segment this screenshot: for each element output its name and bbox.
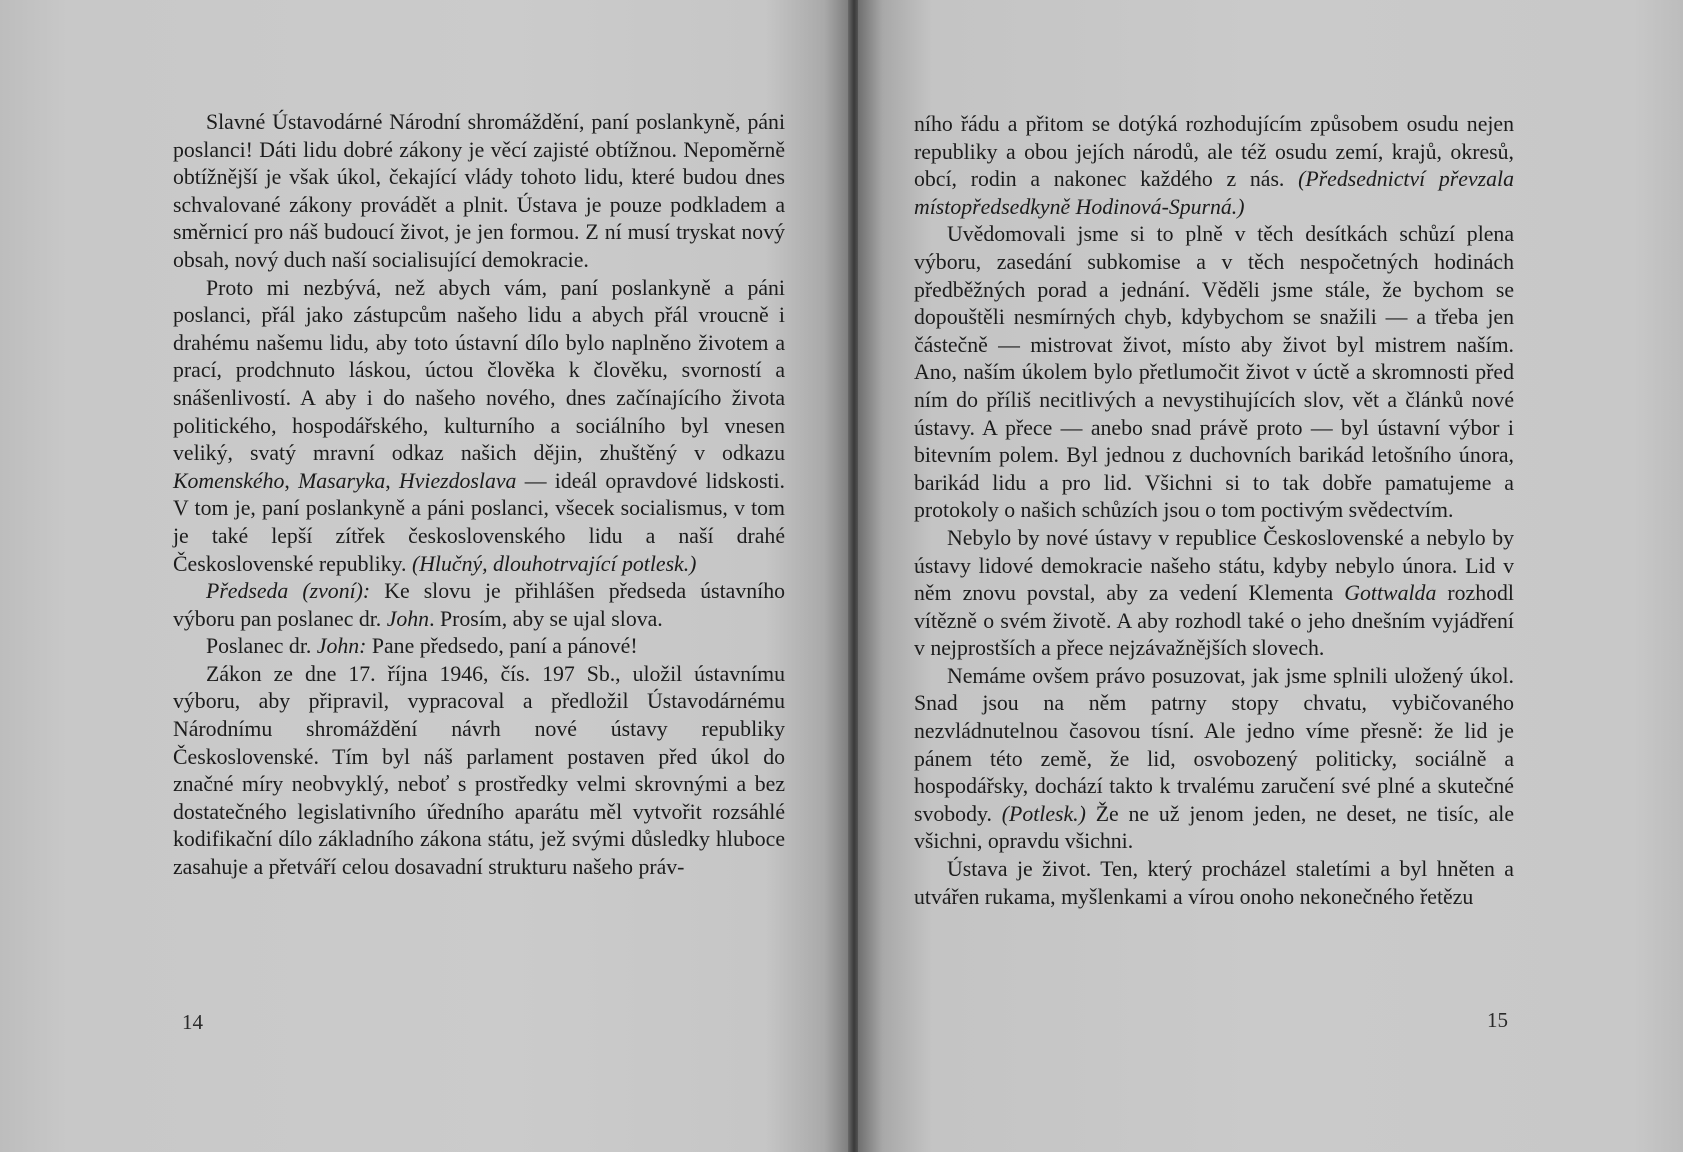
left-page-text: [173, 109, 785, 882]
paragraph: [914, 221, 1514, 525]
text-run: Uvědomovali jsme si to plně v těch desítkách schůzí plena výboru, zasedání subkomise a v těch nespočetných hodinách předběžných porad a jednání. Věděli jsme stále, že bychom se dopouštěli nesmírných chyb, kdybychom se snažili — a třeba jen částečně — mistrovat život, místo aby život byl mistrem naším. Ano, naším úkolem bylo přetlumočit život v úctě a skromnosti před ním do příliš necitlivých a nevystihujících slov, vět a článků nové ústavy. A přece — anebo snad právě proto — byl ústavní výbor i bitevním polem. Byl jednou z duchovních barikád letošního února, barikád lidu a pro lid. Všichni si to tak dobře pamatujeme a protokoly o našich schůzích jsou o tom poctivým svědectvím.: [914, 222, 1514, 523]
text-run: ,: [284, 468, 299, 493]
italic-run: (Potlesk.): [1001, 801, 1086, 826]
page-number: 14: [182, 1010, 203, 1034]
text-run: Proto mi nezbývá, než abych vám, paní poslankyně a páni poslanci, přál jako zástupcům našeho lidu a abych přál vroucně i drahému našemu lidu, aby toto ústavní dílo bylo naplněno životem a prací, prodchnuto láskou, úctou člověka k člověku, svorností a snášenlivostí. A aby i do našeho nového, dnes začínajícího života politického, hospodářského, kulturního a sociálního byl vnesen veliký, svatý mravní odkaz našich dějin, zhuštěný v odkazu: [173, 275, 785, 466]
paragraph: [173, 275, 785, 579]
text-run: Nemáme ovšem právo posuzovat, jak jsme splnili uložený úkol. Snad jsou na něm patrny stopy chvatu, vybičovaného nezvládnutelnou časovou tísní. Ale jedno víme přesně: že lid je pánem této země, že lid, osvobozený politicky, sociálně a hospodářsky, dochází takto k trvalému zaručení své plné a skutečné svobody.: [914, 663, 1514, 826]
paragraph: [173, 578, 785, 633]
text-run: rozhodl vítězně o svém životě. A aby rozhodl také o jeho dnešním vyjádření v nejprostších a přece nejzávažnějších slovech.: [914, 581, 1514, 661]
italic-run: Předseda (zvoní):: [206, 579, 371, 604]
right-page-text: [914, 111, 1514, 911]
italic-run: (Hlučný, dlouhotrvající potlesk.): [411, 551, 697, 576]
italic-run: Komenského: [173, 468, 285, 493]
text-run: ,: [385, 468, 399, 493]
italic-run: (Předsednictví převzala místopředsedkyně Hodinová-Spurná.): [914, 167, 1514, 219]
text-run: ního řádu a přitom se dotýká rozhodujícím způsobem osudu nejen republiky a obou jejích národů, ale též osudu zemí, krajů, okresů, obcí, rodin a nakonec každého z nás.: [914, 112, 1514, 192]
text-run: Slavné Ústavodárné Národní shromáždění, paní poslankyně, páni poslanci! Dáti lidu dobré zákony je věcí zajisté obtížnou. Nepoměrně obtížnější je však úkol, čekající vlády tohoto lidu, které budou dnes schvalované zákony provádět a plnit. Ústava je pouze podkladem a směrnicí pro náš budoucí život, je jen formou. Z ní musí tryskat nový obsah, nový duch naší socialisující demokracie.: [173, 110, 785, 272]
paragraph: [173, 109, 785, 275]
text-run: Ke slovu je přihlášen předseda ústavního výboru pan poslanec dr.: [173, 579, 785, 631]
paragraph: [914, 856, 1514, 911]
italic-run: Hviezdoslava: [399, 468, 517, 493]
text-run: Že ne už jenom jeden, ne deset, ne tisíc, ale všichni, opravdu všichni.: [914, 801, 1515, 854]
right-page: [858, 0, 1683, 1152]
paragraph: [914, 525, 1514, 663]
italic-run: Masaryka: [298, 468, 386, 493]
paragraph: [173, 661, 785, 882]
paragraph: [914, 663, 1514, 856]
page-number: 15: [1487, 1008, 1508, 1032]
paragraph: [914, 111, 1514, 221]
text-run: Zákon ze dne 17. října 1946, čís. 197 Sb., uložil ústavnímu výboru, aby připravil, vypracoval a předložil Ústavodárnému Národnímu shromáždění návrh nové ústavy republiky Československé. Tím byl náš parlament postaven před úkol do značné míry neobvyklý, neboť s prostředky velmi skrovnými a bez dostatečného legislativního úředního aparátu měl vytvořit rozsáhlé kodifikační dílo základního zákona státu, jež svými důsledky hluboce zasahuje a přetváří celou dosavadní strukturu našeho práv-: [173, 661, 785, 880]
text-run: . Prosím, aby se ujal slova.: [429, 606, 663, 631]
text-run: — ideál opravdové lidskosti. V tom je, paní poslankyně a páni poslanci, všecek socialismus, v tom je také lepší zítřek československého lidu a naší drahé Československé republiky.: [173, 468, 785, 576]
text-run: Poslanec dr.: [206, 634, 317, 659]
text-run: Nebylo by nové ústavy v republice Československé a nebylo by ústavy lidové demokracie našeho státu, kdyby nebylo února. Lid v něm znovu povstal, aby za vedení Klementa: [914, 525, 1514, 606]
text-run: Ústava je život. Ten, který procházel staletími a byl hněten a utvářen rukama, myšlenkami a vírou onoho nekonečného řetězu: [914, 857, 1514, 909]
italic-run: John:: [316, 634, 367, 659]
italic-run: John: [386, 606, 430, 631]
paragraph: [173, 633, 785, 661]
text-run: Pane předsedo, paní a pánové!: [366, 634, 638, 659]
italic-run: Gottwalda: [1344, 581, 1437, 606]
